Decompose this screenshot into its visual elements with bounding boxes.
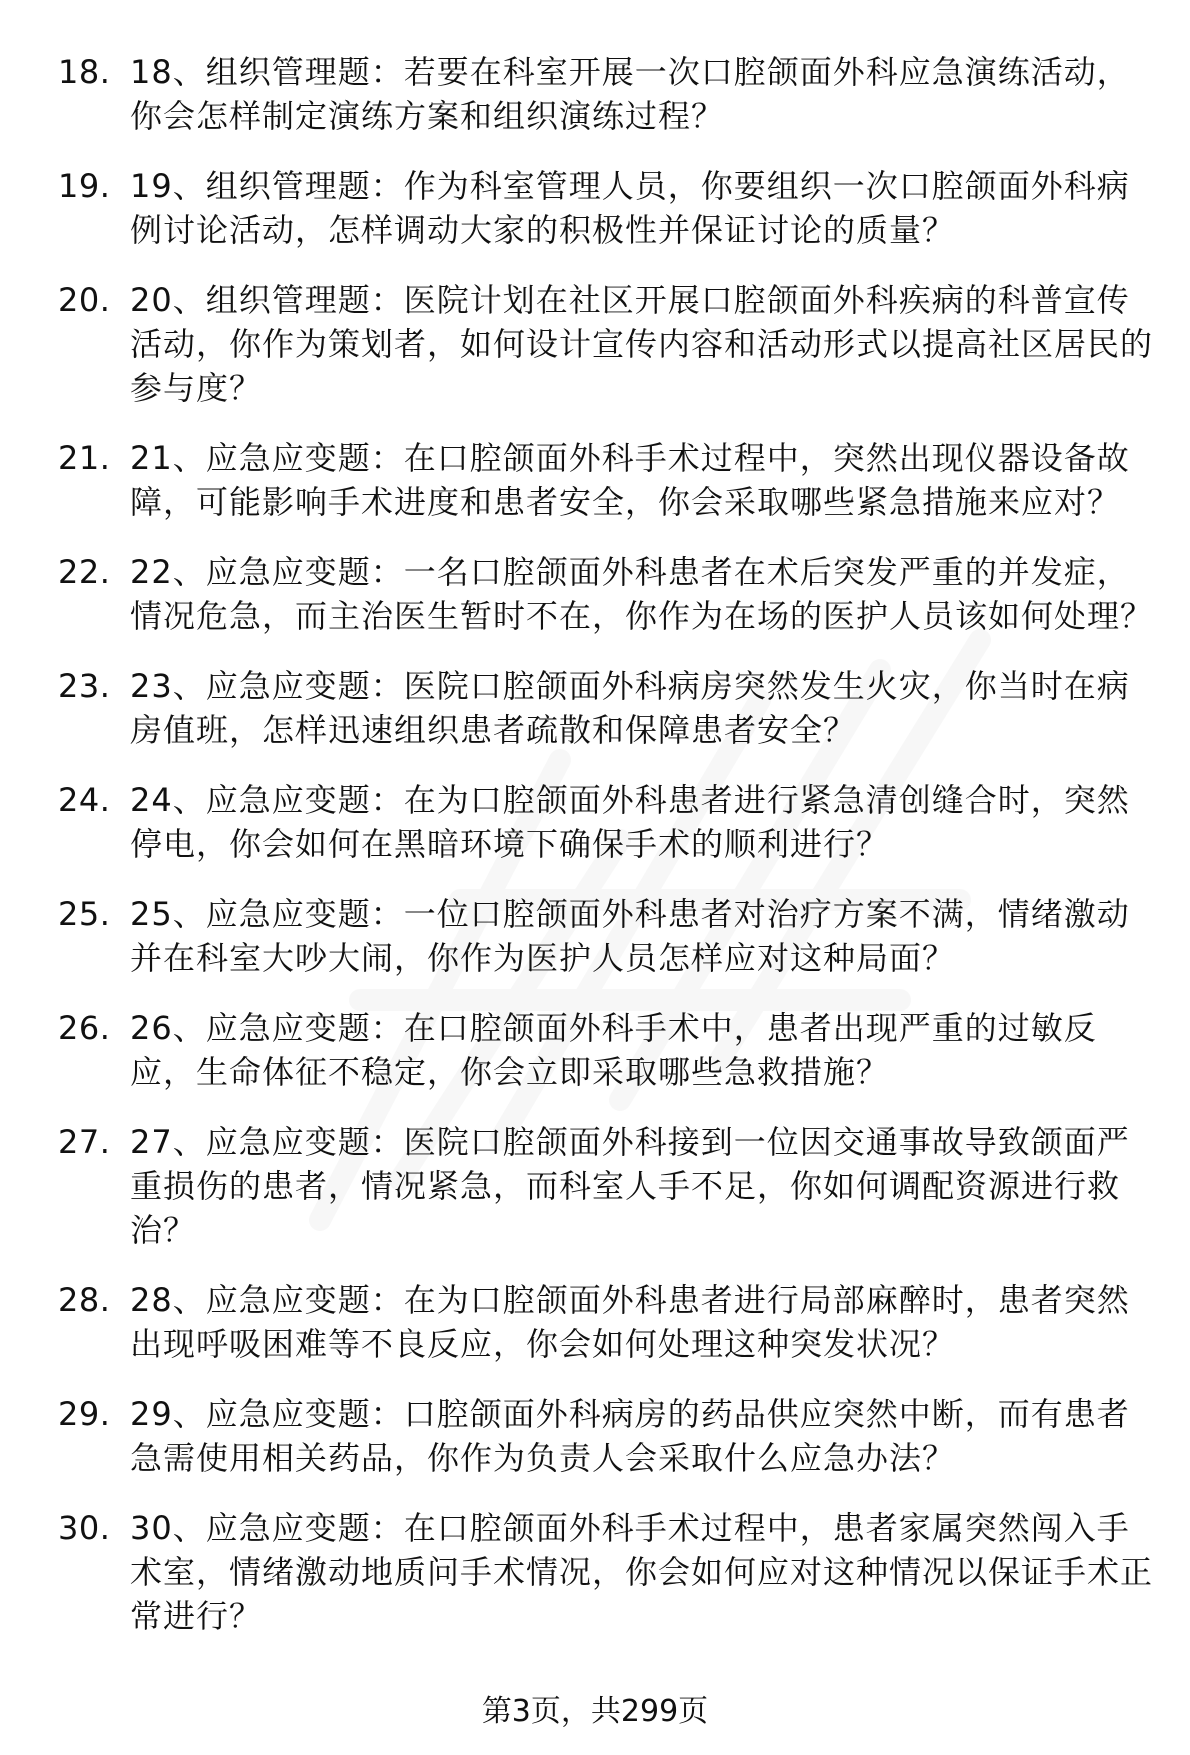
question-text: 24、应急应变题：在为口腔颌面外科患者进行紧急清创缝合时，突然停电，你会如何在黑暗环境下确保手术的顺利进行？ [130, 781, 1130, 863]
question-number: 24. [58, 781, 111, 819]
question-text: 21、应急应变题：在口腔颌面外科手术过程中，突然出现仪器设备故障，可能影响手术进度和患者安全，你会采取哪些紧急措施来应对？ [130, 439, 1130, 521]
question-item-29 [0, 1392, 1190, 1480]
question-number: 25. [58, 895, 111, 933]
question-item-24 [0, 778, 1190, 866]
question-item-28 [0, 1278, 1190, 1366]
question-number: 20. [58, 281, 111, 319]
question-text: 23、应急应变题：医院口腔颌面外科病房突然发生火灾，你当时在病房值班，怎样迅速组织患者疏散和保障患者安全？ [130, 667, 1130, 749]
question-item-19 [0, 164, 1190, 252]
question-number: 23. [58, 667, 111, 705]
question-item-23 [0, 664, 1190, 752]
question-number: 21. [58, 439, 111, 477]
question-text: 30、应急应变题：在口腔颌面外科手术过程中，患者家属突然闯入手术室，情绪激动地质问手术情况，你会如何应对这种情况以保证手术正常进行？ [130, 1509, 1154, 1635]
question-text: 26、应急应变题：在口腔颌面外科手术中，患者出现严重的过敏反应，生命体征不稳定，你会立即采取哪些急救措施？ [130, 1009, 1097, 1091]
question-item-22 [0, 550, 1190, 638]
question-number: 28. [58, 1281, 111, 1319]
question-item-18 [0, 50, 1190, 138]
question-number: 29. [58, 1395, 111, 1433]
question-number: 18. [58, 53, 111, 91]
question-number: 19. [58, 167, 111, 205]
question-text: 27、应急应变题：医院口腔颌面外科接到一位因交通事故导致颌面严重损伤的患者，情况紧急，而科室人手不足，你如何调配资源进行救治？ [130, 1123, 1130, 1249]
question-text: 20、组织管理题：医院计划在社区开展口腔颌面外科疾病的科普宣传活动，你作为策划者，如何设计宣传内容和活动形式以提高社区居民的参与度？ [130, 281, 1154, 407]
question-item-26 [0, 1006, 1190, 1094]
question-text: 22、应急应变题：一名口腔颌面外科患者在术后突发严重的并发症，情况危急，而主治医生暂时不在，你作为在场的医护人员该如何处理？ [130, 553, 1154, 635]
question-item-25 [0, 892, 1190, 980]
question-number: 22. [58, 553, 111, 591]
question-number: 26. [58, 1009, 111, 1047]
question-item-27 [0, 1120, 1190, 1252]
question-text: 18、组织管理题：若要在科室开展一次口腔颌面外科应急演练活动，你会怎样制定演练方案和组织演练过程？ [130, 53, 1130, 135]
question-text: 19、组织管理题：作为科室管理人员，你要组织一次口腔颌面外科病例讨论活动，怎样调动大家的积极性并保证讨论的质量？ [130, 167, 1130, 249]
question-list [0, 50, 1190, 1664]
page-footer: 第3页，共299页 [481, 1694, 709, 1729]
question-item-20 [0, 278, 1190, 410]
question-item-21 [0, 436, 1190, 524]
question-number: 27. [58, 1123, 111, 1161]
question-text: 29、应急应变题：口腔颌面外科病房的药品供应突然中断，而有患者急需使用相关药品，你作为负责人会采取什么应急办法？ [130, 1395, 1130, 1477]
question-text: 25、应急应变题：一位口腔颌面外科患者对治疗方案不满，情绪激动并在科室大吵大闹，你作为医护人员怎样应对这种局面？ [130, 895, 1130, 977]
question-number: 30. [58, 1509, 111, 1547]
question-item-30 [0, 1506, 1190, 1638]
question-text: 28、应急应变题：在为口腔颌面外科患者进行局部麻醉时，患者突然出现呼吸困难等不良反应，你会如何处理这种突发状况？ [130, 1281, 1130, 1363]
